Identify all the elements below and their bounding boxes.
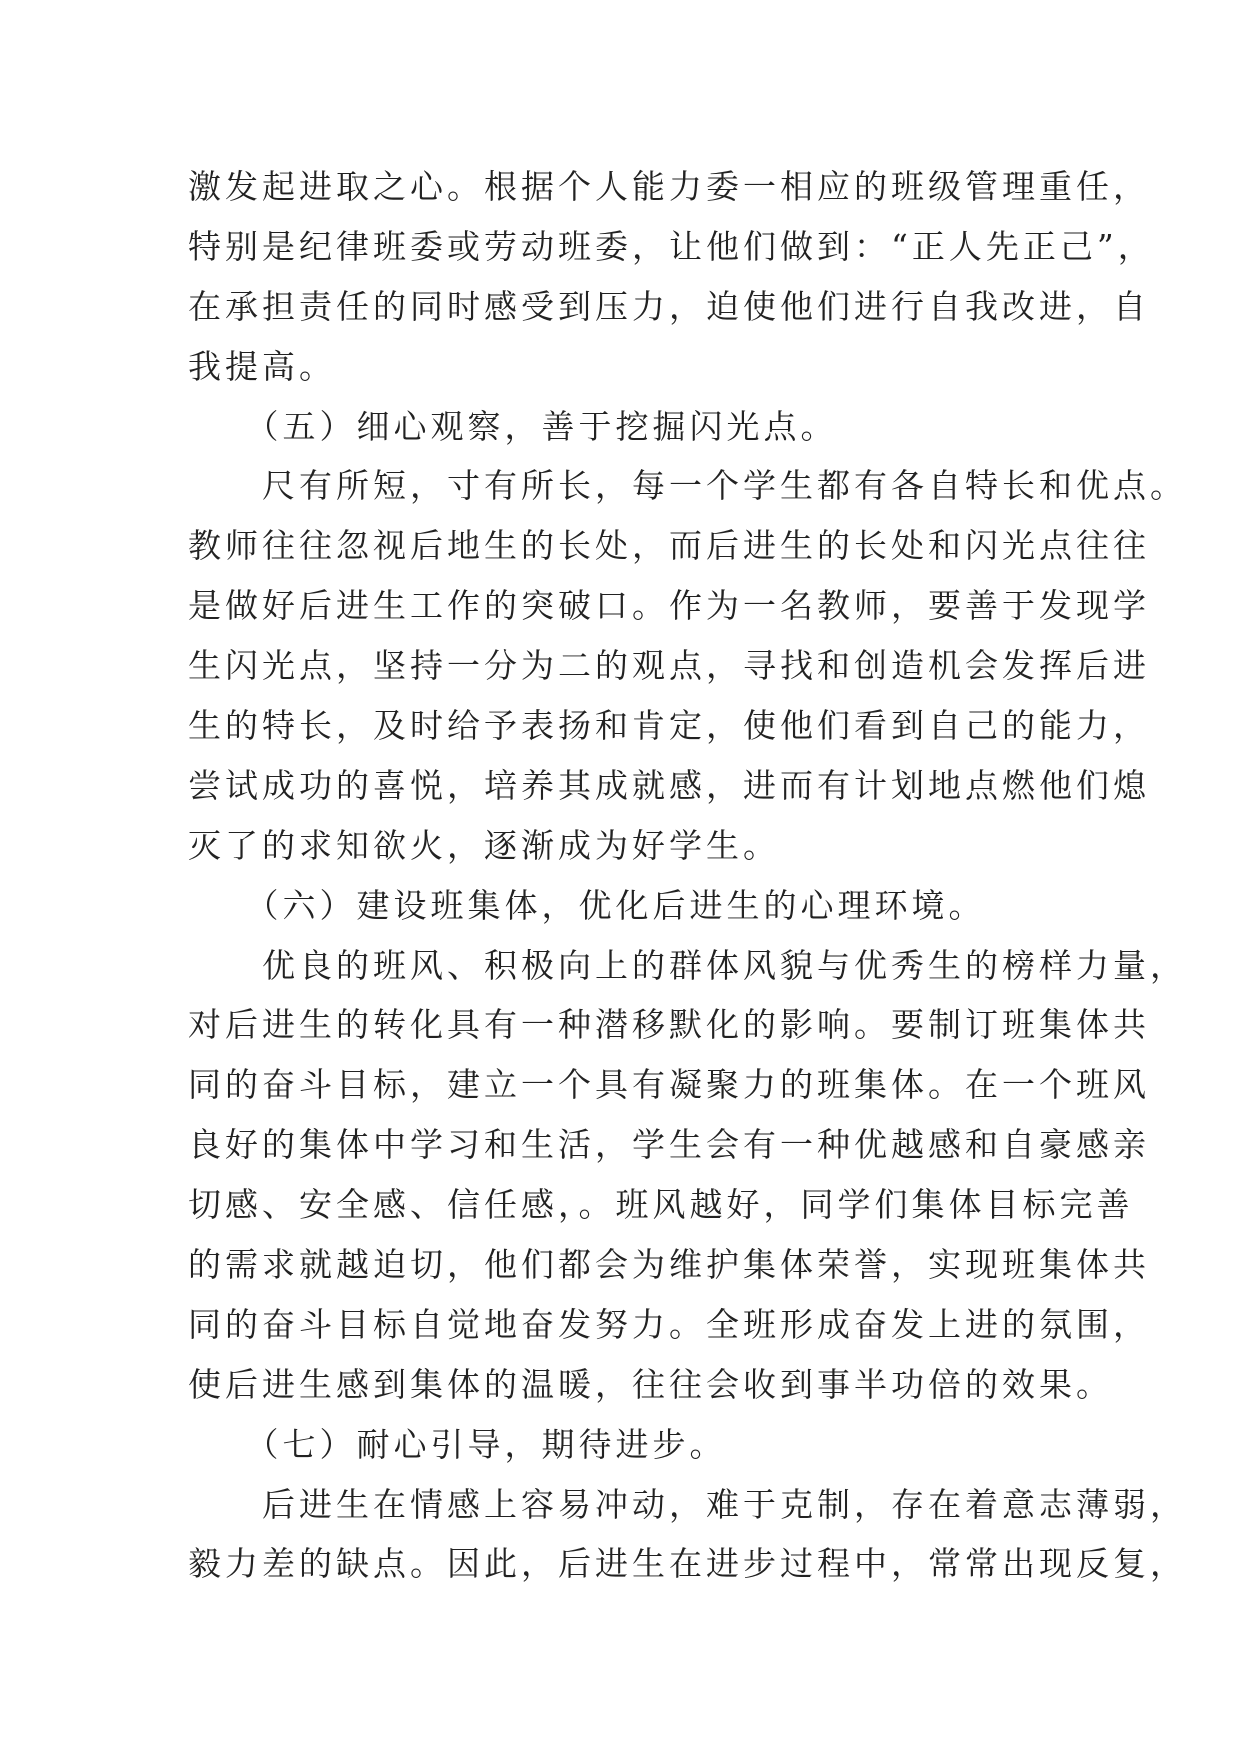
text-line: 在承担责任的同时感受到压力，迫使他们进行自我改进，自	[188, 286, 1150, 326]
text-line: 后进生在情感上容易冲动，难于克制，存在着意志薄弱，	[188, 1484, 1187, 1524]
text-line: 特别是纪律班委或劳动班委，让他们做到：“正人先正己”，	[188, 226, 1155, 266]
text-line: 良好的集体中学习和生活，学生会有一种优越感和自豪感亲	[188, 1125, 1150, 1165]
text-line: 同的奋斗目标自觉地奋发努力。全班形成奋发上进的氛围，	[188, 1304, 1150, 1344]
section-heading: （五）细心观察，善于挖掘闪光点。	[188, 406, 838, 446]
text-line: 我提高。	[188, 346, 336, 386]
section-heading: （六）建设班集体，优化后进生的心理环境。	[188, 885, 986, 925]
text-line: 对后进生的转化具有一种潜移默化的影响。要制订班集体共	[188, 1005, 1150, 1045]
document-body	[188, 157, 1187, 1594]
text-line: 尺有所短，寸有所长，每一个学生都有各自特长和优点。	[188, 466, 1187, 506]
text-line: 是做好后进生工作的突破口。作为一名教师，要善于发现学	[188, 586, 1150, 626]
text-line: 的需求就越迫切，他们都会为维护集体荣誉，实现班集体共	[188, 1245, 1150, 1285]
text-line: 生闪光点，坚持一分为二的观点，寻找和创造机会发挥后进	[188, 646, 1150, 686]
text-line: 灭了的求知欲火，逐渐成为好学生。	[188, 825, 780, 865]
text-line: 生的特长，及时给予表扬和肯定，使他们看到自己的能力，	[188, 706, 1150, 746]
text-line: 优良的班风、积极向上的群体风貌与优秀生的榜样力量，	[188, 945, 1187, 985]
text-line: 切感、安全感、信任感，。班风越好，同学们集体目标完善	[188, 1185, 1134, 1225]
text-line: 尝试成功的喜悦，培养其成就感，进而有计划地点燃他们熄	[188, 765, 1150, 805]
section-heading: （七）耐心引导，期待进步。	[188, 1424, 727, 1464]
text-line: 激发起进取之心。根据个人能力委一相应的班级管理重任，	[188, 167, 1150, 206]
text-line: 使后进生感到集体的温暖，往往会收到事半功倍的效果。	[188, 1364, 1113, 1404]
text-line: 同的奋斗目标，建立一个具有凝聚力的班集体。在一个班风	[188, 1065, 1150, 1105]
text-line: 教师往往忽视后地生的长处，而后进生的长处和闪光点往往	[188, 526, 1150, 566]
text-line: 毅力差的缺点。因此，后进生在进步过程中，常常出现反复，	[188, 1544, 1187, 1584]
